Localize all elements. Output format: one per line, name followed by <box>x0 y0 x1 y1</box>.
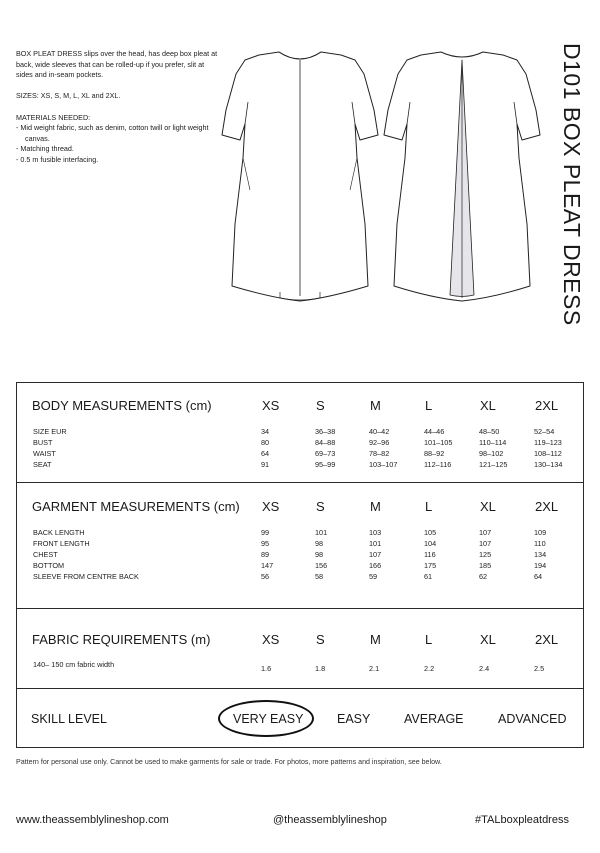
table-cell: 156 <box>315 561 328 570</box>
table-cell: 121–125 <box>479 460 508 469</box>
table-cell: 104 <box>424 539 437 548</box>
body-measurements-section <box>17 383 583 483</box>
hashtag[interactable]: #TALboxpleatdress <box>475 814 569 826</box>
row-label: SLEEVE FROM CENTRE BACK <box>33 572 139 581</box>
row-label: BUST <box>33 438 53 447</box>
table-cell: 61 <box>424 572 433 581</box>
row-label: 140– 150 cm fabric width <box>33 660 115 669</box>
table-cell: 52–54 <box>534 427 555 436</box>
front-view-sketch <box>222 52 378 301</box>
table-cell: 108–112 <box>534 449 562 458</box>
table-cell: 116 <box>424 550 436 559</box>
table-cell: 175 <box>424 561 437 570</box>
size-header-2xl: 2XL <box>535 632 559 647</box>
table-cell: 107 <box>479 539 492 548</box>
size-header-l: L <box>425 632 433 647</box>
table-cell: 98 <box>315 550 324 559</box>
table-cell: 95–99 <box>315 460 336 469</box>
table-cell: 34 <box>261 427 270 436</box>
table-cell: 95 <box>261 539 270 548</box>
table-cell: 112–116 <box>424 460 452 469</box>
table-cell: 101 <box>369 539 382 548</box>
table-cell: 147 <box>261 561 274 570</box>
size-header-m: M <box>370 398 381 413</box>
table-cell: 103 <box>369 528 382 537</box>
skill-option-easy: EASY <box>337 712 371 726</box>
table-cell: 98–102 <box>479 449 504 458</box>
size-header-s: S <box>316 398 325 413</box>
table-cell: 48–50 <box>479 427 500 436</box>
table-cell: 62 <box>479 572 488 581</box>
table-cell: 130–134 <box>534 460 563 469</box>
row-label: WAIST <box>33 449 56 458</box>
dress-technical-sketches <box>218 40 548 305</box>
size-header-l: L <box>425 398 433 413</box>
table-cell: 103–107 <box>369 460 398 469</box>
row-label: CHEST <box>33 550 58 559</box>
table-cell: 69–73 <box>315 449 336 458</box>
table-cell: 40–42 <box>369 427 390 436</box>
table-cell: 84–88 <box>315 438 336 447</box>
table-cell: 107 <box>369 550 382 559</box>
row-label: SIZE EUR <box>33 427 67 436</box>
table-cell: 44–46 <box>424 427 445 436</box>
table-cell: 1.8 <box>315 664 326 673</box>
material-item: - 0.5 m fusible interfacing. <box>16 155 221 166</box>
row-label: BOTTOM <box>33 561 65 570</box>
back-view-sketch <box>384 52 540 301</box>
garment-measurements-section <box>17 483 583 609</box>
body-measurements-title: BODY MEASUREMENTS (cm) <box>32 398 212 413</box>
row-label: BACK LENGTH <box>33 528 85 537</box>
pattern-title: D101 BOX PLEAT DRESS <box>559 43 585 326</box>
table-cell: 101 <box>315 528 328 537</box>
material-item: - Matching thread. <box>16 144 221 155</box>
table-cell: 101–105 <box>424 438 453 447</box>
skill-level-label: SKILL LEVEL <box>31 712 107 726</box>
table-cell: 2.4 <box>479 664 490 673</box>
table-cell: 109 <box>534 528 547 537</box>
fabric-requirements-section <box>17 609 583 689</box>
skill-option-advanced: ADVANCED <box>498 712 567 726</box>
size-header-xl: XL <box>480 632 496 647</box>
social-handle[interactable]: @theassemblylineshop <box>273 814 387 826</box>
table-cell: 64 <box>534 572 543 581</box>
materials-list <box>16 123 221 165</box>
usage-notice: Pattern for personal use only. Cannot be used to make garments for sale or trade. For photos, more patterns and inspiration, see below. <box>16 758 442 766</box>
table-cell: 1.6 <box>261 664 272 673</box>
row-label: SEAT <box>33 460 52 469</box>
table-cell: 125 <box>479 550 492 559</box>
sizes-line: SIZES: XS, S, M, L, XL and 2XL. <box>16 91 121 101</box>
table-cell: 64 <box>261 449 270 458</box>
pattern-description <box>16 49 221 166</box>
table-cell: 59 <box>369 572 378 581</box>
materials-heading: MATERIALS NEEDED: <box>16 112 91 122</box>
size-header-2xl: 2XL <box>535 499 559 514</box>
table-cell: 88–92 <box>424 449 445 458</box>
fabric-requirements-title: FABRIC REQUIREMENTS (m) <box>32 632 211 647</box>
table-cell: 2.5 <box>534 664 545 673</box>
table-cell: 110 <box>534 539 546 548</box>
table-cell: 166 <box>369 561 382 570</box>
size-header-xl: XL <box>480 499 496 514</box>
table-cell: 89 <box>261 550 270 559</box>
row-label: FRONT LENGTH <box>33 539 90 548</box>
website-link[interactable]: www.theassemblylineshop.com <box>16 814 169 826</box>
table-cell: 2.2 <box>424 664 435 673</box>
size-header-xl: XL <box>480 398 496 413</box>
description-intro: BOX PLEAT DRESS slips over the head, has deep box pleat at back, wide sleeves that can be rolled-up if you prefer, slit at sides and in-seam pockets. <box>16 49 218 80</box>
table-cell: 80 <box>261 438 270 447</box>
table-cell: 134 <box>534 550 547 559</box>
size-header-s: S <box>316 499 325 514</box>
size-header-m: M <box>370 499 381 514</box>
table-cell: 91 <box>261 460 270 469</box>
size-header-xs: XS <box>262 398 280 413</box>
table-cell: 36–38 <box>315 427 336 436</box>
table-cell: 58 <box>315 572 324 581</box>
table-cell: 194 <box>534 561 547 570</box>
measurements-table <box>16 382 584 748</box>
skill-option-average: AVERAGE <box>404 712 464 726</box>
size-header-2xl: 2XL <box>535 398 559 413</box>
size-header-s: S <box>316 632 325 647</box>
table-cell: 99 <box>261 528 270 537</box>
table-cell: 105 <box>424 528 437 537</box>
skill-option-very-easy: VERY EASY <box>233 712 304 726</box>
table-cell: 185 <box>479 561 492 570</box>
table-cell: 78–82 <box>369 449 390 458</box>
table-cell: 119–123 <box>534 438 562 447</box>
garment-measurements-title: GARMENT MEASUREMENTS (cm) <box>32 499 240 514</box>
size-header-l: L <box>425 499 433 514</box>
size-header-xs: XS <box>262 632 280 647</box>
table-cell: 107 <box>479 528 492 537</box>
table-cell: 98 <box>315 539 324 548</box>
size-header-xs: XS <box>262 499 280 514</box>
table-cell: 110–114 <box>479 438 507 447</box>
table-cell: 92–96 <box>369 438 390 447</box>
table-cell: 2.1 <box>369 664 380 673</box>
table-cell: 56 <box>261 572 270 581</box>
size-header-m: M <box>370 632 381 647</box>
material-item: - Mid weight fabric, such as denim, cotton twill or light weight canvas. <box>16 123 221 144</box>
